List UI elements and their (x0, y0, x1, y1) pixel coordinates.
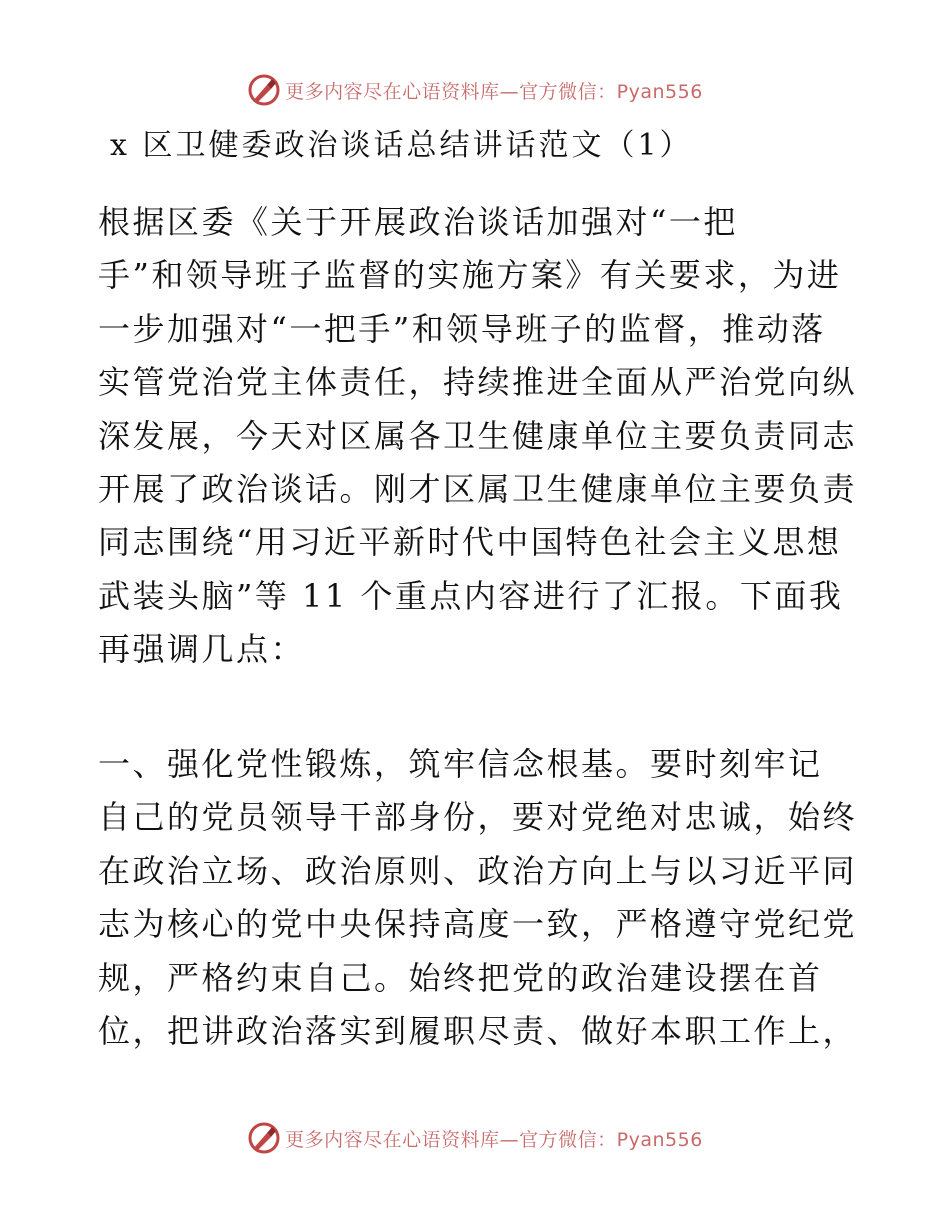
text-line: 在政治立场、政治原则、政治方向上与以习近平同 (98, 851, 858, 890)
text-line: 开展了政治谈话。刚才区属卫生健康单位主要负责 (98, 470, 858, 509)
text-line: 实管党治党主体责任，持续推进全面从严治党向纵 (98, 363, 858, 402)
text-line: 位，把讲政治落实到履职尽责、做好本职工作上， (98, 1012, 858, 1051)
text-line: 自己的党员领导干部身份，要对党绝对忠诚，始终 (98, 798, 858, 837)
fountain-pen-logo-icon (247, 73, 281, 107)
watermark-text: 更多内容尽在心语资料库—官方微信：Pyan556 (285, 1128, 703, 1151)
text-line: 武装头脑”等 11 个重点内容进行了汇报。下面我 (98, 576, 844, 615)
text-line: 一、强化党性锻炼，筑牢信念根基。要时刻牢记 (98, 745, 823, 783)
body-paragraph-1 (98, 196, 858, 677)
footer-watermark (0, 1118, 950, 1158)
text-line: 同志围绕“用习近平新时代中国特色社会主义思想 (98, 523, 842, 562)
text-line: 根据区委《关于开展政治谈话加强对“一把 (98, 203, 738, 241)
text-line: 深发展，今天对区属各卫生健康单位主要负责同志 (98, 416, 858, 455)
header-watermark (0, 70, 950, 110)
body-paragraph-2 (98, 738, 858, 1058)
text-line: 志为核心的党中央保持高度一致，严格遵守党纪党 (98, 905, 858, 944)
watermark-text: 更多内容尽在心语资料库—官方微信：Pyan556 (285, 80, 703, 103)
text-line: 一步加强对“一把手”和领导班子的监督，推动落 (98, 309, 826, 348)
text-line: 再强调几点： (98, 630, 306, 669)
text-line: 手”和领导班子监督的实施方案》有关要求，为进 (98, 256, 842, 295)
fountain-pen-logo-icon (247, 1121, 281, 1155)
document-title: x 区卫健委政治谈话总结讲话范文（1） (110, 128, 693, 163)
text-line: 规，严格约束自己。始终把党的政治建设摆在首 (98, 958, 823, 997)
